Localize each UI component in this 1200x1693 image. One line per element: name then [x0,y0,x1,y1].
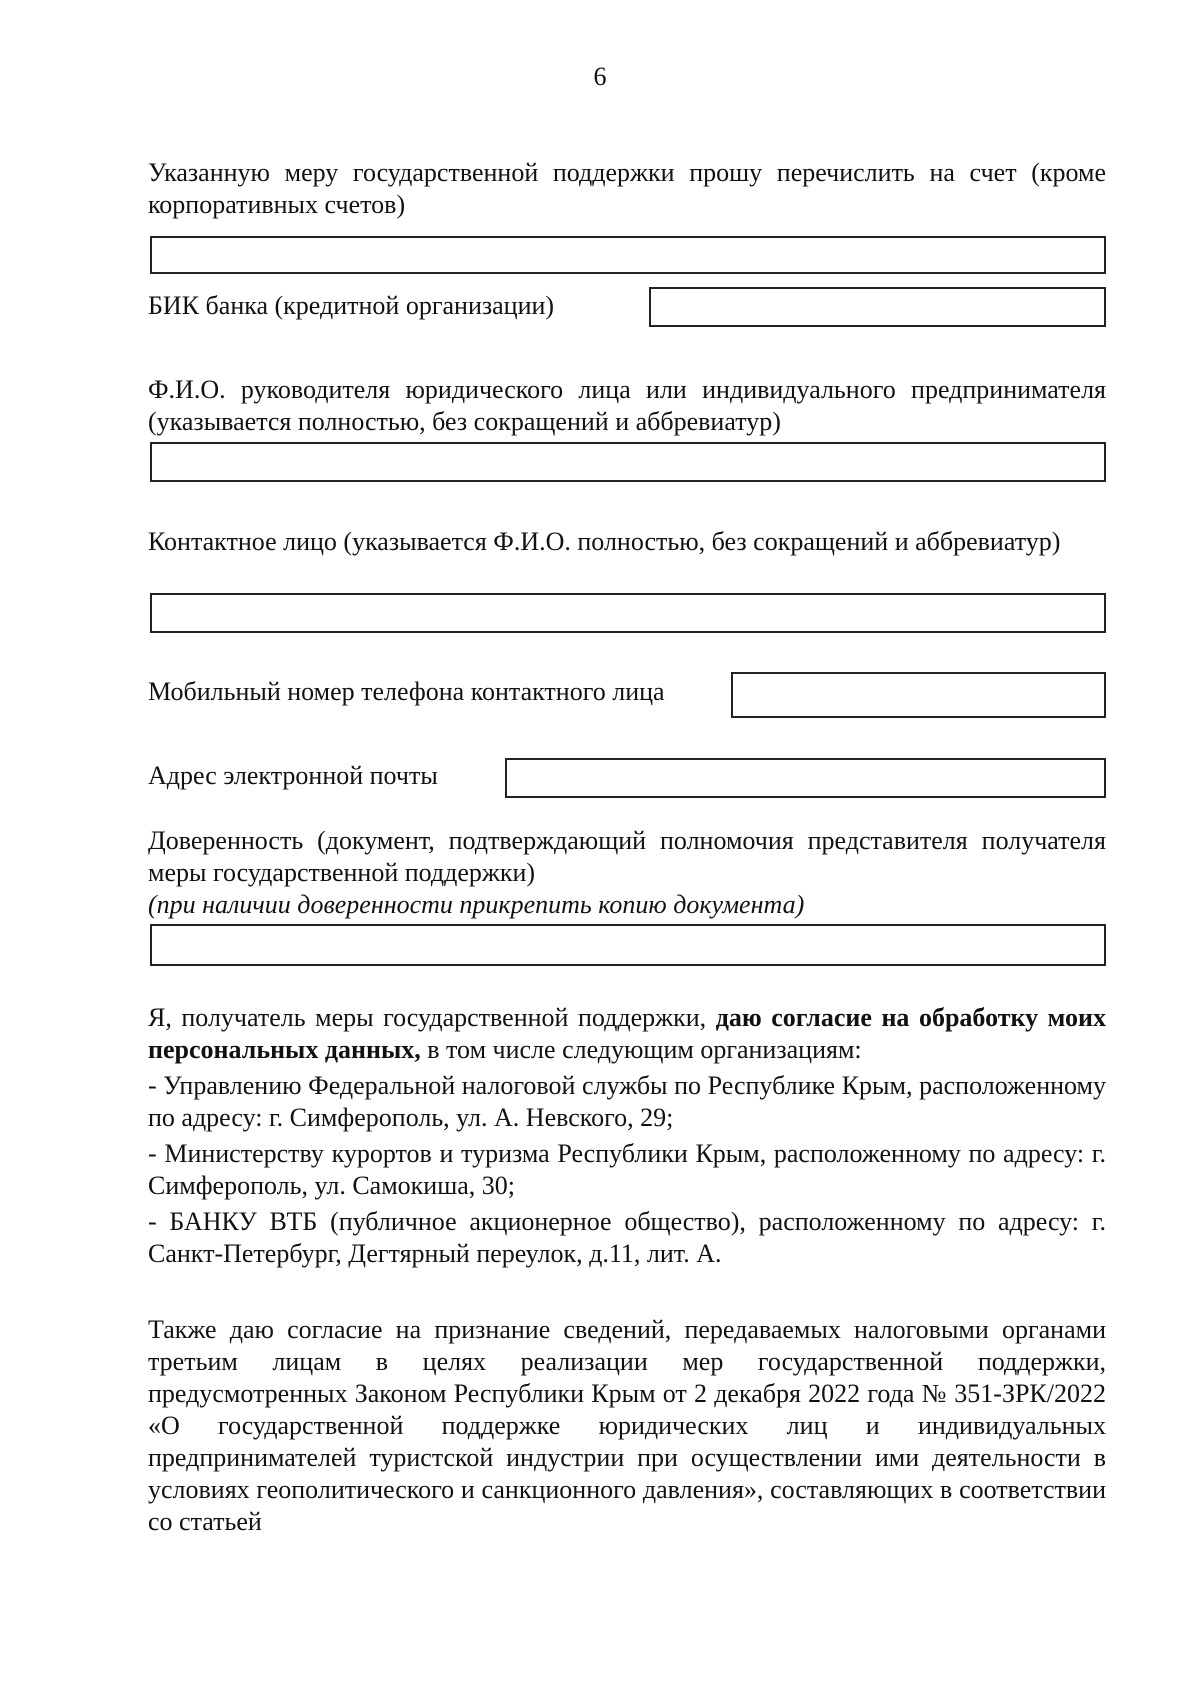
consent-org-3: - БАНКУ ВТБ (публичное акционерное общество), расположенному по адресу: г. Санкт-Петербург, Дегтярный переулок, д.11, лит. А. [148,1207,1106,1268]
consent-intro-bold: даю согласие на обработку моих персональных данных, [148,1003,1107,1064]
also-consent-paragraph: Также даю согласие на признание сведений, передаваемых налоговыми органами третьим лицам в целях реализации мер государственной поддержки, предусмотренных Законом Республики Крым от 2 декабря 2022 года № 351-ЗРК/2022 «О государственной поддержке юридических лиц и индивидуальных предпринимателей туристской индустрии при осуществлении ими деятельности в условиях геополитического и санкционного давления», составляющих в соответствии со статьей [148,1315,1106,1536]
power-of-attorney-label: Доверенность (документ, подтверждающий полномочия представителя получателя меры государственной поддержки) [148,826,1106,887]
consent-intro-end: в том числе следующим организациям: [427,1035,862,1064]
account-input[interactable] [150,236,1106,274]
consent-intro [148,1002,1106,1066]
consent-intro-start: Я, получатель меры государственной поддержки, [148,1003,707,1032]
page-number: 6 [593,62,607,91]
bik-label: БИК банка (кредитной организации) [148,291,555,320]
consent-org-1: - Управлению Федеральной налоговой службы по Республике Крым, расположенному по адресу: г. Симферополь, ул. А. Невского, 29; [148,1071,1106,1132]
consent-org-2: - Министерству курортов и туризма Республики Крым, расположенному по адресу: г. Симферополь, ул. Самокиша, 30; [148,1139,1106,1200]
power-of-attorney-input[interactable] [150,924,1106,966]
contact-label: Контактное лицо (указывается Ф.И.О. полностью, без сокращений и аббревиатур) [148,527,1061,556]
phone-label: Мобильный номер телефона контактного лица [148,677,665,706]
director-input[interactable] [150,442,1106,482]
email-input[interactable] [505,758,1106,798]
power-of-attorney-note: (при наличии доверенности прикрепить копию документа) [148,890,805,919]
email-label: Адрес электронной почты [148,761,438,790]
bik-input[interactable] [649,287,1106,327]
director-label: Ф.И.О. руководителя юридического лица или индивидуального предпринимателя (указывается полностью, без сокращений и аббревиатур) [148,375,1106,436]
account-label: Указанную меру государственной поддержки прошу перечислить на счет (кроме корпоративных счетов) [148,158,1106,219]
phone-input[interactable] [731,672,1106,718]
contact-input[interactable] [150,593,1106,633]
